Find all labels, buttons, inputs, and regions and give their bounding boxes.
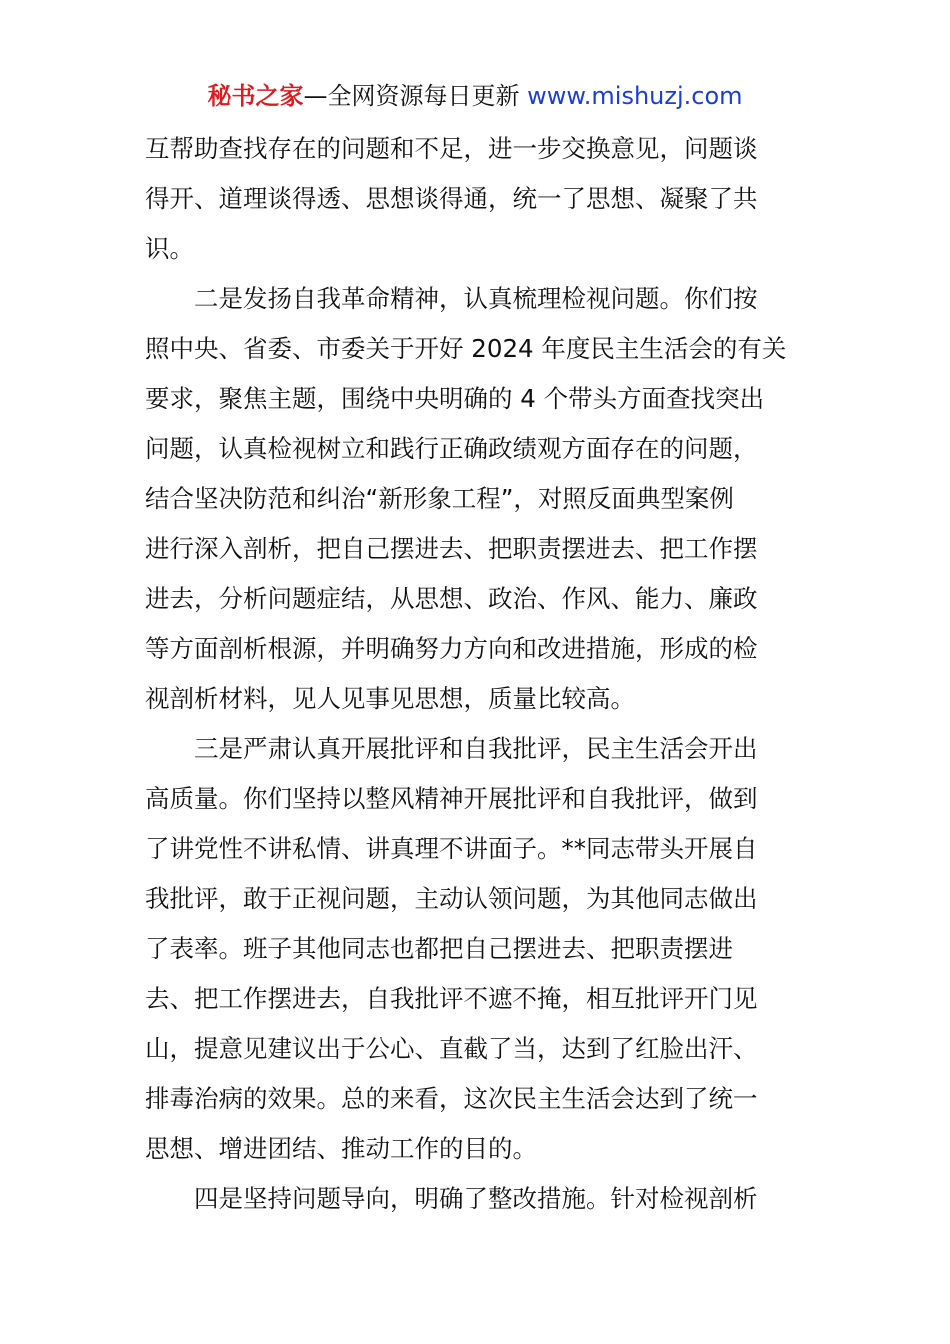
header-tagline: —全网资源每日更新 (303, 82, 520, 110)
text-line: 思想、增进团结、推动工作的目的。 (145, 1134, 537, 1163)
text-line: 得开、道理谈得透、思想谈得通，统一了思想、凝聚了共 (145, 184, 758, 213)
text-line: 去、把工作摆进去，自我批评不遮不掩，相互批评开门见 (145, 984, 758, 1013)
text-line: 要求，聚焦主题，围绕中央明确的 4 个带头方面查找突出 (145, 384, 765, 413)
text-line: 我批评，敢于正视问题，主动认领问题，为其他同志做出 (145, 884, 758, 913)
page-header (0, 80, 950, 112)
text-line: 了表率。班子其他同志也都把自己摆进去、把职责摆进 (145, 934, 733, 963)
text-line: 高质量。你们坚持以整风精神开展批评和自我批评，做到 (145, 784, 758, 813)
text-line: 进行深入剖析，把自己摆进去、把职责摆进去、把工作摆 (145, 534, 758, 563)
text-line: 等方面剖析根源，并明确努力方向和改进措施，形成的检 (145, 634, 758, 663)
paragraph-start-line: 二是发扬自我革命精神，认真梳理检视问题。你们按 (194, 284, 758, 313)
paragraph-start-line: 三是严肃认真开展批评和自我批评，民主生活会开出 (194, 734, 758, 763)
text-line: 结合坚决防范和纠治“新形象工程”，对照反面典型案例 (145, 484, 734, 513)
header-url-link[interactable]: www.mishuzj.com (527, 82, 743, 110)
text-line: 识。 (145, 234, 194, 263)
text-line: 互帮助查找存在的问题和不足，进一步交换意见，问题谈 (145, 134, 758, 163)
document-body (145, 124, 810, 1224)
text-line: 排毒治病的效果。总的来看，这次民主生活会达到了统一 (145, 1084, 758, 1113)
text-line: 了讲党性不讲私情、讲真理不讲面子。**同志带头开展自 (145, 834, 758, 863)
text-line: 视剖析材料，见人见事见思想，质量比较高。 (145, 684, 635, 713)
text-line: 问题，认真检视树立和践行正确政绩观方面存在的问题， (145, 434, 758, 463)
header-brand: 秘书之家 (207, 82, 304, 110)
text-line: 山，提意见建议出于公心、直截了当，达到了红脸出汗、 (145, 1034, 758, 1063)
text-line: 照中央、省委、市委关于开好 2024 年度民主生活会的有关 (145, 334, 787, 363)
text-line: 进去，分析问题症结，从思想、政治、作风、能力、廉政 (145, 584, 758, 613)
paragraph-start-line: 四是坚持问题导向，明确了整改措施。针对检视剖析 (194, 1184, 758, 1213)
